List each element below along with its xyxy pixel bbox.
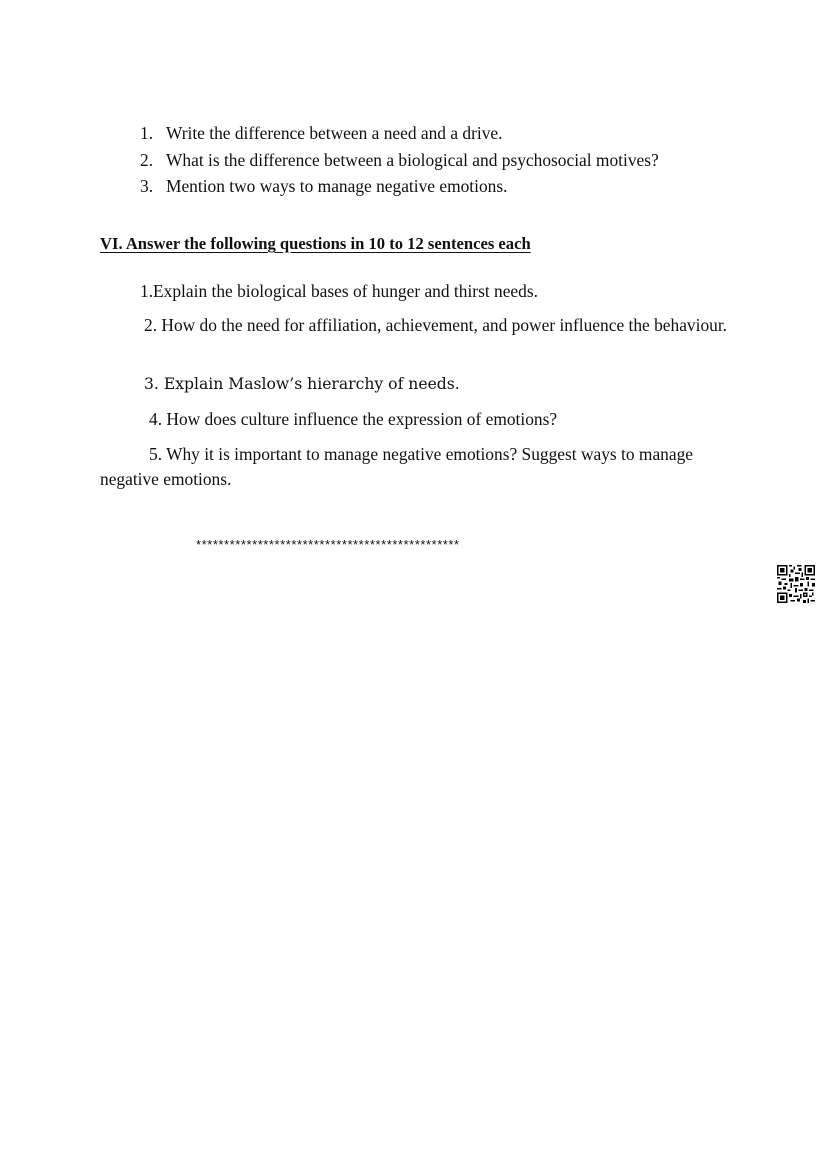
- short-answer-question-list: [140, 122, 780, 202]
- question-text: Mention two ways to manage negative emotions.: [166, 176, 508, 196]
- list-item: [140, 175, 780, 202]
- long-question-5: 5. Why it is important to manage negative emotions? Suggest ways to manage negative emotions.: [100, 444, 693, 489]
- separator-line: ***********************************************: [196, 537, 460, 552]
- question-number: 3.: [140, 176, 154, 196]
- question-text: Write the difference between a need and a drive.: [166, 123, 503, 143]
- list-item: [140, 122, 780, 149]
- question-number: 1.: [140, 123, 154, 143]
- long-question-1: 1.Explain the biological bases of hunger and thirst needs.: [140, 281, 538, 301]
- section-heading: VI. Answer the following questions in 10 to 12 sentences each: [100, 234, 531, 253]
- list-item: [140, 149, 780, 176]
- question-text: What is the difference between a biological and psychosocial motives?: [166, 149, 659, 170]
- qr-code-icon: [777, 565, 815, 603]
- long-question-2: 2. How do the need for affiliation, achievement, and power influence the behaviour.: [144, 315, 728, 335]
- long-question-4: 4. How does culture influence the expression of emotions?: [149, 409, 558, 429]
- long-question-3: 3. Explain Maslow’s hierarchy of needs.: [144, 375, 460, 393]
- question-number: 2.: [140, 149, 154, 170]
